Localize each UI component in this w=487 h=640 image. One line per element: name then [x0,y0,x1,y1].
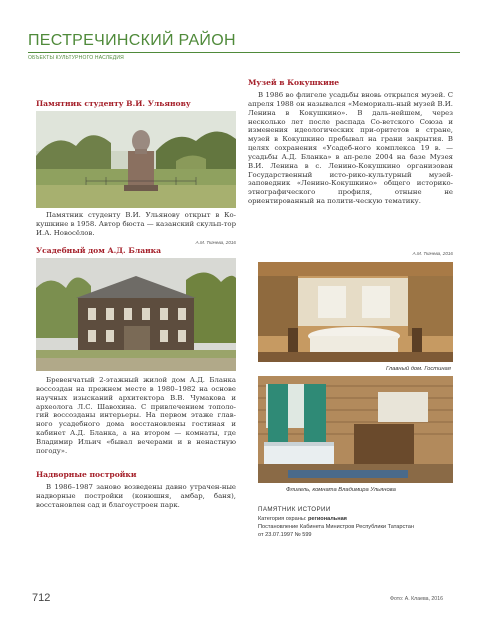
monument-caption: Памятник студенту В.И. Ульянову открыт в Ко-кушкине в 1958. Автор бюста — казанский скульп-тор И.А. Новосёлов. [36,211,236,237]
room-caption: Флигель, комната Владимира Ульянова [286,487,396,493]
page-header [28,32,460,61]
header-rule [28,52,460,53]
monument-heading: Памятник студенту В.И. Ульянову [36,99,191,108]
outbuildings-heading: Надворные постройки [36,470,137,479]
heritage-block [258,506,458,539]
living-room-photo [258,262,453,362]
region-subtitle: ОБЪЕКТЫ КУЛЬТУРНОГО НАСЛЕДИЯ [28,55,124,61]
estate-text: Бревенчатый 2-этажный жилой дом А.Д. Бланка воссоздан на прежнем месте в 1980–1982 на основе научных изысканий архитектора В.В. Чумакова и археолога Л.С. Шавохина. С привлечением тополо-гий воссозданы интерьеры. На первом этаже глав-ного усадебного дома восстановлены гостиная и кабинет А.Д. Бланка, а на втором — комнаты, где Владимир Ильич «бывал вечерами и в ненастную погоду». [36,376,236,455]
region-title: ПЕСТРЕЧИНСКИЙ РАЙОН [28,32,236,49]
estate-photo [36,258,236,371]
estate-heading: Усадебный дом А.Д. Бланка [36,246,162,255]
heritage-decree-1: Постановление Кабинета Министров Республики Татарстан [258,524,414,530]
heritage-category: Категория охраны: региональная [258,516,347,522]
monument-photo [36,111,236,208]
monument-credit: А.М. Ткачева, 2016 [195,240,236,245]
living-room-caption: Главный дом. Гостиная [386,366,451,372]
museum-text: В 1986 во флигеле усадьбы вновь открылся музей. С апреля 1988 он назывался «Мемориаль-ный музей В.И. Ленина в Кокушкино». В даль-нейшем, через несколько лет после распада Со-ветского Союза и изменения идеологических при-оритетов в стране, музей в Кокушкино пребывал на грани закрытия. В целях сохранения «Усадеб-ного комплекса 19 в. — усадьбы А.Д. Бланка» в ап-реле 2004 на базе Музея В.И. Ленина в с. Ленино-Кокушкино организован Государственный исто-рико-культурный музей-заповедник «Ленино-Кокушкино» общего историко-этнографического профиля, отныне не ориентированный на полити-ческую тематику. [248,91,453,206]
outbuildings-text: В 1986–1987 заново возведены давно утрачен-ные надворные постройки (конюшня, амбар, баня), восстановлен сад и благоустроен парк. [36,483,236,509]
footer-credit: Фото: А. Клаева, 2016 [390,596,443,602]
museum-credit: А.М. Ткачева, 2016 [412,251,453,256]
heritage-title: ПАМЯТНИК ИСТОРИИ [258,506,331,513]
museum-heading: Музей в Кокушкине [248,78,340,87]
heritage-decree-2: от 23.07.1997 № 599 [258,532,312,538]
room-photo [258,376,453,483]
page-number: 712 [32,592,51,604]
